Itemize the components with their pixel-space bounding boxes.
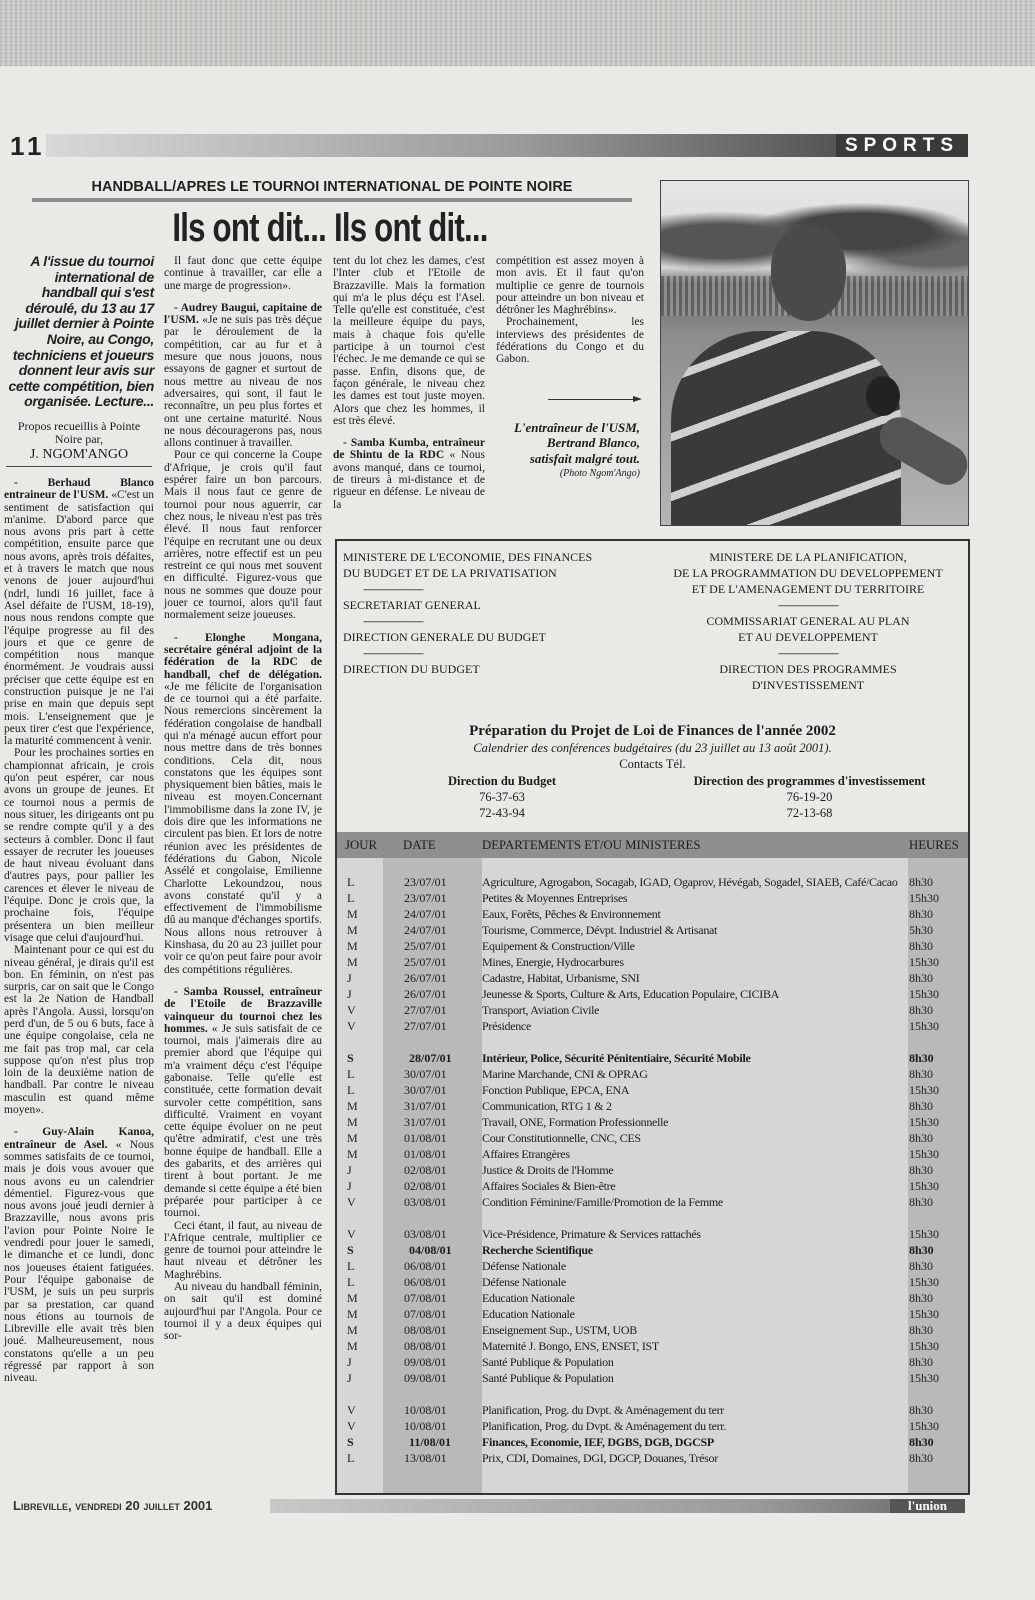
cell-department: Présidence (482, 1019, 531, 1033)
cell-day: V (347, 1003, 356, 1017)
table-row (337, 970, 968, 986)
cell-date: 27/07/01 (404, 1019, 447, 1033)
article-paragraph (164, 986, 322, 1220)
contact-phone: 76-37-63 (479, 790, 525, 804)
cell-hour: 8h30 (909, 1051, 934, 1065)
cell-date: 31/07/01 (404, 1115, 447, 1129)
header-jour: JOUR (345, 838, 377, 852)
table-row (337, 1450, 968, 1466)
article-paragraph (333, 437, 485, 511)
cell-department: Condition Féminine/Famille/Promotion de la Femme (482, 1195, 723, 1209)
cell-hour: 8h30 (909, 971, 933, 985)
table-row (337, 986, 968, 1002)
paragraph-text: Pour ce qui concerne la Coupe d'Afrique, je crois qu'il faut espérer faire un bon parcours. Mais il nous faut ce genre de tournoi pour nous aguerrir, car chez nous, le niveau n'est pas très élevé. Il nous faut renforcer l'équipe en recrutant une ou deux arrières, notre effectif est un peu restreint ce qui nous met souvent en difficulté. Figurez-vous que nous ne sommes que douze pour jouer ce tournoi, alors qu'il faut normalement seize joueuses. (164, 449, 322, 622)
table-row (337, 1114, 968, 1130)
cell-hour: 15h30 (909, 1371, 939, 1385)
byline-text: Propos recueillis à Pointe Noire par, (17, 418, 141, 447)
cell-date: 03/08/01 (404, 1195, 447, 1209)
right-ministry-line: DIRECTION DES PROGRAMMES (719, 662, 897, 676)
separator: ------------------------------ (363, 616, 423, 626)
left-ministry-line: DIRECTION GENERALE DU BUDGET (343, 630, 546, 644)
contact-phone: 72-43-94 (479, 806, 525, 820)
cell-hour: 8h30 (909, 875, 933, 889)
cell-day: J (347, 1371, 352, 1385)
cell-department: Tourisme, Commerce, Dévpt. Industriel & Artisanat (482, 923, 718, 937)
cell-date: 26/07/01 (404, 987, 447, 1001)
contact-investment (657, 773, 962, 821)
cell-hour: 8h30 (909, 1291, 933, 1305)
photo-credit: (Photo Ngom'Ango) (559, 468, 640, 480)
table-row (337, 1130, 968, 1146)
right-ministry-line: MINISTERE DE LA PLANIFICATION, (709, 550, 907, 564)
paragraph-text: Maintenant pour ce qui est du niveau général, je dirais qu'il est bon. En féminin, on n'est pas surpris, car on sait que le Congo est la 2e Nation de Handball après l'Angola. Aussi, lorsqu'on perd d'un, de 5 ou 6 buts, face à une équipe congolaise, cela ne me fait pas trop mal, car cela suppose qu'on n'est plus trop loin de la deuxième nation de handball. Par contre le niveau masculin est quand même moyen». (4, 944, 154, 1117)
table-row (337, 1082, 968, 1098)
cell-hour: 8h30 (909, 1099, 933, 1113)
article-intro: A l'issue du tournoi international de handball qui s'est déroulé, du 13 au 17 juillet dernier à Pointe Noire, au Congo, techniciens et joueurs donnent leur avis sur cette compétition, bien organisée. Lecture... (8, 253, 154, 410)
table-row (337, 906, 968, 922)
speaker-name: - Audrey Baugui, capitaine de l'USM. (164, 301, 322, 327)
cell-date: 25/07/01 (404, 955, 447, 969)
header-departments: DEPARTEMENTS ET/OU MINISTERES (482, 838, 701, 852)
cell-department: Planification, Prog. du Dvpt. & Aménagement du terr (482, 1403, 724, 1417)
cell-department: Cour Constitutionnelle, CNC, CES (482, 1131, 641, 1145)
table-row (337, 1178, 968, 1194)
cell-date: 02/08/01 (404, 1179, 447, 1193)
table-row (337, 1098, 968, 1114)
table-header (337, 832, 968, 858)
cell-department: Prix, CDI, Domaines, DGI, DGCP, Douanes, Trésor (482, 1451, 718, 1465)
cell-hour: 15h30 (909, 891, 939, 905)
speaker-name: - Berhaud Blanco entraineur de l'USM. (4, 476, 154, 502)
byline-rule (6, 466, 152, 467)
group-spacer (337, 1034, 968, 1050)
microphone-icon (866, 376, 900, 416)
cell-day: V (347, 1419, 356, 1433)
group-spacer (337, 1386, 968, 1402)
table-row (337, 1290, 968, 1306)
cell-hour: 15h30 (909, 987, 939, 1001)
cell-day: M (347, 1131, 358, 1145)
photo-caption-text: L'entraîneur de l'USM, Bertrand Blanco, satisfait malgré tout. (513, 420, 640, 466)
article-headline: Ils ont dit... Ils ont dit... (172, 206, 488, 250)
cell-department: Enseignement Sup., USTM, UOB (482, 1323, 637, 1337)
cell-date: 09/08/01 (404, 1355, 447, 1369)
cell-hour: 8h30 (909, 1323, 933, 1337)
right-ministry-line: DE LA PROGRAMMATION DU DEVELOPPEMENT (673, 566, 943, 580)
header-date: DATE (403, 838, 436, 852)
cell-day: S (347, 1051, 354, 1065)
cell-date: 30/07/01 (404, 1067, 447, 1081)
separator: ------------------------------ (363, 584, 423, 594)
cell-day: M (347, 1323, 358, 1337)
contact-phone: 76-19-20 (786, 790, 833, 804)
cell-hour: 8h30 (909, 1195, 933, 1209)
table-row (337, 1258, 968, 1274)
cell-date: 24/07/01 (404, 907, 447, 921)
contact-label: Direction du Budget (447, 774, 557, 788)
arrow-right-icon (548, 399, 634, 400)
cell-day: M (347, 907, 358, 921)
cell-department: Santé Publique & Population (482, 1371, 614, 1385)
cell-department: Education Nationale (482, 1291, 575, 1305)
right-ministry-line: ET DE L'AMENAGEMENT DU TERRITOIRE (691, 582, 925, 596)
cell-day: M (347, 939, 358, 953)
cell-department: Justice & Droits de l'Homme (482, 1163, 614, 1177)
cell-day: J (347, 987, 352, 1001)
cell-day: M (347, 1147, 358, 1161)
cell-department: Travail, ONE, Formation Professionnelle (482, 1115, 669, 1129)
cell-date: 02/08/01 (404, 1163, 447, 1177)
cell-date: 31/07/01 (404, 1099, 447, 1113)
cell-day: L (347, 1083, 355, 1097)
paragraph-text: Il faut donc que cette équipe continue à travailler, car elle a une marge de progression». (164, 255, 322, 292)
paragraph-text: «Je me félicite de l'organisation de ce tournoi qui a été parfaite. Nous remercions sincèrement la fédération congolaise de handball qui n'a ménagé aucun effort pour nous mettre dans de très bonnes conditions. Cela dit, nous constatons que les équipes sont physiquement bien bâties, mais le niveau est moyen.Concernant l'immobilisme dans la zone IV, je dois dire que les informations ne circulent pas bien. Et lors de notre réunion avec les présidentes de fédérations du Gabon, Nicole Assélé et congolaise, Emilienne Charlotte Lekoundzou, nous avons constaté qu'il y a effectivement de l'immobilisme dû au manque d'échanges sportifs. Nous allons nous retrouver à Kinshasa, du 20 au 23 juillet pour voir ce qu'on peut faire pour avoir des compétitions régulières. (164, 680, 322, 976)
cell-hour: 15h30 (909, 1083, 939, 1097)
contact-budget (397, 773, 607, 821)
cell-hour: 15h30 (909, 1307, 939, 1321)
table-row (337, 1050, 968, 1066)
footer-bar (270, 1499, 965, 1513)
cell-hour: 15h30 (909, 1227, 939, 1241)
paragraph-text: Au niveau du handball féminin, on sait qu'il est dominé aujourd'hui par l'Angola. Pour ce tournoi il y a deux équipes qui sor- (164, 1281, 322, 1343)
cell-hour: 8h30 (909, 1003, 933, 1017)
article-paragraph (164, 1281, 322, 1342)
article-paragraph (164, 1220, 322, 1281)
cell-date: 07/08/01 (404, 1291, 447, 1305)
cell-date: 28/07/01 (409, 1051, 452, 1065)
section-label: SPORTS (836, 134, 968, 157)
paragraph-text: tent du lot chez les dames, c'est l'Inter club et l'Etoile de Brazzaville. Mais la formation qui m'a le plus déçu est l'Asel. Telle qu'elle est constituée, c'est la meilleure équipe du pays, mais à chaque fois qu'elle participe à un tournoi c'est l'échec. Je me demande ce qui se passe. Enfin, disons que, de façon générale, le niveau chez les dames est tout juste moyen. Alors que chez les hommes, il est très élevé. (333, 255, 485, 427)
cell-day: M (347, 1307, 358, 1321)
table-row (337, 1338, 968, 1354)
cell-date: 07/08/01 (404, 1307, 447, 1321)
cell-department: Planification, Prog. du Dvpt. & Aménagement du terr. (482, 1419, 727, 1433)
group-spacer (337, 1210, 968, 1226)
speaker-name: - Samba Kumba, entraîneur de Shintu de la RDC (333, 437, 485, 462)
header-hours: HEURES (909, 838, 959, 852)
cell-hour: 8h30 (909, 1435, 934, 1449)
contact-label: Direction des programmes d'investissement (693, 774, 926, 788)
cell-department: Intérieur, Police, Sécurité Pénitentiaire, Sécurité Mobile (482, 1051, 751, 1065)
cell-department: Défense Nationale (482, 1259, 566, 1273)
table-row (337, 1162, 968, 1178)
speaker-name: - Samba Roussel, entraîneur de l'Etoile de Brazzaville vainqueur du tournoi chez les hommes. (164, 985, 322, 1035)
cell-hour: 5h30 (909, 923, 933, 937)
cell-hour: 15h30 (909, 1275, 939, 1289)
cell-day: L (347, 1275, 355, 1289)
table-row (337, 922, 968, 938)
table-row (337, 954, 968, 970)
cell-hour: 8h30 (909, 1451, 933, 1465)
separator: ------------------------------ (778, 600, 838, 610)
cell-date: 01/08/01 (404, 1131, 447, 1145)
table-row (337, 1418, 968, 1434)
paragraph-text: Pour les prochaines sorties en championnat africain, je crois qu'on peut espérer, car nous avons un groupe de jeunes. Et ce tournoi nous a permis de nous situer, les dirigeants ont pu se rendre compte qu'il y a des secteurs à combler. Donc il faut essayer de recruter les joueuses de haut niveau évoluant dans d'autres pays, pour pallier les carences et élever le niveau de l'équipe. Donc je crois que, la prochaine fois, l'équipe présentera un bien meilleur visage que celui d'aujourd'hui. (4, 747, 154, 944)
article-kicker: HANDBALL/APRES LE TOURNOI INTERNATIONAL DE POINTE NOIRE (91, 179, 573, 195)
cell-hour: 8h30 (909, 1163, 933, 1177)
cell-hour: 15h30 (909, 955, 939, 969)
cell-hour: 15h30 (909, 1147, 939, 1161)
cell-date: 26/07/01 (404, 971, 447, 985)
separator: ------------------------------ (778, 648, 838, 658)
table-row (337, 1018, 968, 1034)
cell-department: Education Nationale (482, 1307, 575, 1321)
schedule-table (337, 832, 968, 1493)
cell-department: Marine Marchande, CNI & OPRAG (482, 1067, 648, 1081)
paragraph-text: compétition est assez moyen à mon avis. Et il faut qu'on multiplie ce genre de tournois pour atteindre un bon niveau et détrôner les Maghrébins». (496, 255, 644, 317)
article-column-4 (496, 255, 644, 366)
article-paragraph (4, 747, 154, 944)
cell-date: 24/07/01 (404, 923, 447, 937)
paragraph-text: « Nous avons manqué, dans ce tournoi, de tireurs à mi-distance et de rigueur en défense. Le niveau de la (333, 449, 486, 511)
cell-day: M (347, 1115, 358, 1129)
notice-title: Préparation du Projet de Loi de Finances de l'année 2002 (469, 723, 836, 739)
cell-department: Equipement & Construction/Ville (482, 939, 635, 953)
cell-day: L (347, 875, 355, 889)
cell-day: M (347, 1291, 358, 1305)
cell-date: 30/07/01 (404, 1083, 447, 1097)
cell-department: Mines, Energie, Hydrocarbures (482, 955, 624, 969)
cell-hour: 8h30 (909, 1131, 933, 1145)
article-photo (660, 180, 969, 526)
cell-department: Affaires Etrangères (482, 1147, 570, 1161)
cell-date: 08/08/01 (404, 1323, 447, 1337)
cell-hour: 8h30 (909, 1259, 933, 1273)
article-paragraph (164, 302, 322, 450)
cell-department: Petites & Moyennes Entreprises (482, 891, 628, 905)
notice-subtitle: Calendrier des conférences budgétaires (du 23 juillet au 13 août 2001). (473, 741, 832, 755)
cell-department: Agriculture, Agrogabon, Socagab, IGAD, Ogaprov, Hévégab, Sogadel, SIAEB, Café/Cacao (482, 875, 898, 889)
article-paragraph (4, 1126, 154, 1384)
paragraph-text: « Je suis satisfait de ce tournoi, mais j'aimerais dire au premier abord que l'équipe qui m'a vraiment déçu c'est l'équipe gabonaise. Telle qu'elle est constituée, cette formation devait survoler cette compétition, sans difficulté. Vraiment en voyant cette équipe évoluer on ne peut qu'être admiratif, c'est une très bonne équipe de handball. Elle a des gabarits, et des arrières qui tirent à bout portant. Je me demande si cette équipe a été bien préparée pour participer à ce tournoi. (164, 1022, 322, 1220)
cell-department: Transport, Aviation Civile (482, 1003, 600, 1017)
cell-day: L (347, 1067, 355, 1081)
cell-department: Santé Publique & Population (482, 1355, 614, 1369)
cell-department: Finances, Economie, IEF, DGBS, DGB, DGCSP (482, 1435, 714, 1449)
cell-date: 01/08/01 (404, 1147, 447, 1161)
cell-day: S (347, 1243, 354, 1257)
cell-hour: 15h30 (909, 1019, 939, 1033)
separator: ------------------------------ (363, 648, 423, 658)
right-ministry-line: D'INVESTISSEMENT (751, 678, 865, 692)
cell-department: Maternité J. Bongo, ENS, ENSET, IST (482, 1339, 659, 1353)
article-column-1 (4, 254, 154, 1385)
cell-hour: 8h30 (909, 939, 933, 953)
cell-day: L (347, 1259, 355, 1273)
cell-hour: 15h30 (909, 1115, 939, 1129)
byline (4, 420, 154, 463)
paragraph-text: «C'est un sentiment de satisfaction qui m'anime. D'abord parce que nous avons pris part à cette compétition, ensuite parce que nous avons, après trois défaites, et à travers le match que nous venons de jouer aujourd'hui (ndrl, lundi 16 juillet, face à Asel défaite de l'USM, 18-19), nous nous rendons compte que l'équipe progresse au fil des jours et que ce genre de compétition nous manque énormément. Je voudrais aussi préciser que cette équipe est en construction puisque je ne l'ai prise en main que depuis sept mois. L'enseignement que je peux tirer c'est que l'expérience, la maturité commencent à venir. (4, 489, 154, 748)
table-row (337, 1370, 968, 1386)
table-row (337, 1274, 968, 1290)
right-ministry (652, 549, 964, 693)
article-paragraph (333, 255, 485, 427)
cell-date: 23/07/01 (404, 875, 447, 889)
table-row (337, 938, 968, 954)
cell-hour: 15h30 (909, 1339, 939, 1353)
cell-department: Vice-Présidence, Primature & Services rattachés (482, 1227, 701, 1241)
cell-department: Eaux, Forêts, Pêches & Environnement (482, 907, 661, 921)
page-number: 11 (10, 131, 46, 161)
dateline: Libreville, vendredi 20 juillet 2001 (13, 1498, 213, 1513)
cell-day: S (347, 1435, 354, 1449)
cell-date: 08/08/01 (404, 1339, 447, 1353)
cell-day: L (347, 891, 355, 905)
cell-department: Recherche Scientifique (482, 1243, 593, 1257)
scan-margin (0, 0, 1035, 66)
paragraph-text: «Je ne suis pas très déçue par le déroulement de la compétition, car au fur et à mesure que nous jouons, nous essayons de gagner et surtout de nous mettre au niveau de nos adversaires, qui sont, il faut le reconnaître, un peu plus fortes et ont une certaine maturité. Nous ne nous découragerons pas, nous allons continuer à travailler. (164, 314, 322, 450)
cell-date: 10/08/01 (404, 1403, 447, 1417)
photo-coach-jacket (671, 331, 901, 526)
article-paragraph (164, 632, 322, 976)
cell-department: Fonction Publique, EPCA, ENA (482, 1083, 630, 1097)
table-row (337, 1146, 968, 1162)
article-paragraph (4, 477, 154, 748)
cell-day: M (347, 955, 358, 969)
contacts-label: Contacts Tél. (619, 757, 686, 771)
cell-hour: 8h30 (909, 1355, 933, 1369)
cell-department: Défense Nationale (482, 1275, 566, 1289)
right-ministry-line: COMMISSARIAT GENERAL AU PLAN (706, 614, 910, 628)
cell-hour: 8h30 (909, 907, 933, 921)
cell-day: V (347, 1227, 356, 1241)
paragraph-text: Ceci étant, il faut, au niveau de l'Afrique centrale, multiplier ce genre de tournoi pour atteindre le haut niveau et détrôner les Maghrébins. (164, 1219, 322, 1281)
cell-department: Affaires Sociales & Bien-être (482, 1179, 616, 1193)
paragraph-text: Prochainement, les interviews des présidentes de fédérations du Congo et du Gabon. (496, 316, 644, 366)
cell-date: 27/07/01 (404, 1003, 447, 1017)
cell-day: V (347, 1019, 356, 1033)
cell-day: M (347, 923, 358, 937)
page-footer (0, 1497, 1035, 1515)
table-row (337, 1402, 968, 1418)
cell-department: Cadastre, Habitat, Urbanisme, SNI (482, 971, 640, 985)
cell-day: V (347, 1403, 356, 1417)
left-ministry-line: DIRECTION DU BUDGET (343, 662, 480, 676)
table-row (337, 874, 968, 890)
cell-date: 23/07/01 (404, 891, 447, 905)
table-row (337, 1194, 968, 1210)
table-row (337, 1226, 968, 1242)
table-row (337, 1322, 968, 1338)
cell-department: Jeunesse & Sports, Culture & Arts, Education Populaire, CICIBA (482, 987, 780, 1001)
cell-day: L (347, 1451, 355, 1465)
cell-date: 11/08/01 (409, 1435, 452, 1449)
cell-date: 03/08/01 (404, 1227, 447, 1241)
byline-author: J. NGOM'ANGO (29, 446, 129, 462)
cell-date: 06/08/01 (404, 1275, 447, 1289)
article-paragraph (4, 944, 154, 1116)
paragraph-text: « Nous sommes satisfaits de ce tournoi, mais je dois vous avouer que nous avons eu un calendrier démentiel. Figurez-vous que nous avons joué jeudi dernier à Brazzaville, nous avons pris l'avion pour Pointe Noire le vendredi pour jouer le samedi, le dimanche et ce lundi, donc nos joueuses étaient fatiguées. Pour l'équipe gabonaise de l'USM, je suis un peu surpris par sa prestation, car quand nous étions au tournois de Libreville elle avait très bien joué. Malheureusement, nous constatons qu'elle a un peu régressé par rapport à son niveau. (4, 1138, 154, 1385)
budget-notice (335, 539, 970, 1495)
table-row (337, 1306, 968, 1322)
article-paragraph (164, 449, 322, 621)
article-paragraph (496, 255, 644, 316)
photo-coach-head (771, 226, 846, 321)
cell-day: J (347, 1179, 352, 1193)
cell-date: 10/08/01 (404, 1419, 447, 1433)
cell-hour: 15h30 (909, 1419, 939, 1433)
cell-department: Communication, RTG 1 & 2 (482, 1099, 612, 1113)
table-row (337, 1434, 968, 1450)
cell-day: V (347, 1195, 356, 1209)
cell-hour: 8h30 (909, 1403, 933, 1417)
left-ministry-line: MINISTERE DE L'ECONOMIE, DES FINANCES (343, 550, 593, 564)
speaker-name: - Guy-Alain Kanoa, entraîneur de Asel. (4, 1126, 154, 1151)
cell-hour: 8h30 (909, 1067, 933, 1081)
table-body (337, 874, 968, 1466)
left-ministry (343, 549, 592, 677)
table-row (337, 1354, 968, 1370)
cell-day: M (347, 1099, 358, 1113)
table-row (337, 1002, 968, 1018)
newspaper-name: l'union (890, 1499, 965, 1513)
article-column-2 (164, 255, 322, 1343)
table-row (337, 1066, 968, 1082)
left-ministry-line: SECRETARIAT GENERAL (343, 598, 481, 612)
cell-date: 04/08/01 (409, 1243, 452, 1257)
cell-day: J (347, 1355, 352, 1369)
cell-date: 13/08/01 (404, 1451, 447, 1465)
contact-phone: 72-13-68 (786, 806, 833, 820)
cell-day: J (347, 971, 352, 985)
article-paragraph (164, 255, 322, 292)
left-ministry-line: DU BUDGET ET DE LA PRIVATISATION (343, 566, 557, 580)
cell-date: 25/07/01 (404, 939, 447, 953)
table-row (337, 890, 968, 906)
cell-hour: 15h30 (909, 1179, 939, 1193)
cell-day: M (347, 1339, 358, 1353)
kicker-rule (32, 198, 632, 202)
table-row (337, 1242, 968, 1258)
cell-date: 09/08/01 (404, 1371, 447, 1385)
header-bar (46, 134, 836, 157)
cell-date: 06/08/01 (404, 1259, 447, 1273)
cell-hour: 8h30 (909, 1243, 934, 1257)
photo-caption (510, 420, 640, 480)
right-ministry-line: ET AU DEVELOPPEMENT (738, 630, 878, 644)
article-paragraph (496, 316, 644, 365)
speaker-name: - Elonghe Mongana, secrétaire général adjoint de la fédération de la RDC de handball, chef de délégation. (164, 631, 322, 681)
cell-day: J (347, 1163, 352, 1177)
article-column-3 (333, 255, 485, 511)
